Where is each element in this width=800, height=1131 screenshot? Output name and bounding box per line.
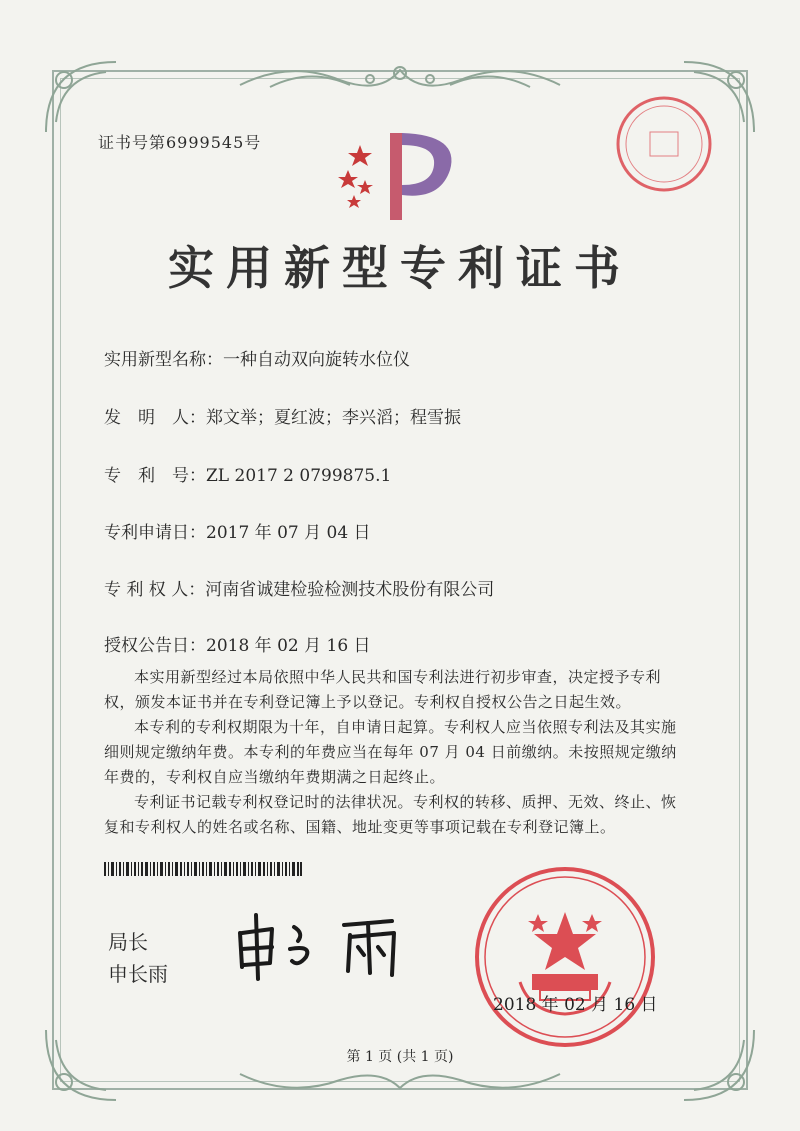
field-value: 2017 年 07 月 04 日 [206, 523, 371, 543]
body-paragraph: 专利证书记载专利权登记时的法律状况。专利权的转移、质押、无效、终止、恢复和专利权人的姓名或名称、国籍、地址变更等事项记载在专利登记簿上。 [104, 793, 677, 836]
field-label: 发 明 人： [104, 408, 206, 428]
director-name: 申长雨 [108, 962, 168, 986]
top-ornament [230, 55, 570, 95]
field-value: 郑文举；夏红波；李兴滔；程雪振 [206, 408, 461, 428]
director-signature [232, 905, 412, 985]
field-application-date [104, 518, 371, 543]
barcode [104, 862, 302, 876]
field-label: 专 利 号： [104, 466, 206, 486]
patent-office-logo [330, 125, 470, 225]
page-number: 第 1 页 (共 1 页) [346, 1049, 454, 1065]
field-label: 专 利 权 人： [104, 580, 206, 600]
seal-date: 2018 年 02 月 16 日 [493, 995, 658, 1015]
director-title: 局长 [108, 930, 148, 954]
tax-stamp [612, 92, 716, 196]
field-patent-holder [104, 575, 494, 600]
field-utility-model-name [104, 345, 410, 370]
certificate-title: 实用新型专利证书 [168, 241, 632, 295]
bottom-ornament [230, 1068, 570, 1102]
field-label: 专利申请日： [104, 523, 206, 543]
field-grant-date [104, 631, 371, 656]
field-value: 河南省诚建检验检测技术股份有限公司 [205, 580, 495, 600]
field-value: ZL 2017 2 0799875.1 [206, 466, 392, 486]
field-label: 授权公告日： [104, 636, 206, 656]
field-value: 2018 年 02 月 16 日 [206, 636, 371, 656]
certificate-body [104, 665, 689, 840]
certificate-number: 证书号第6999545号 [98, 133, 262, 152]
body-paragraph: 本实用新型经过本局依照中华人民共和国专利法进行初步审查，决定授予专利权，颁发本证书并在专利登记簿上予以登记。专利权自授权公告之日起生效。 [104, 668, 662, 711]
field-label: 实用新型名称： [104, 350, 223, 370]
field-inventor [104, 403, 461, 428]
field-value: 一种自动双向旋转水位仪 [223, 350, 410, 370]
body-paragraph: 本专利的专利权期限为十年，自申请日起算。专利权人应当依照专利法及其实施细则规定缴纳年费。本专利的年费应当在每年 07 月 04 日前缴纳。未按照规定缴纳年费的，专利权自应当缴纳年费期满之日起终止。 [104, 718, 677, 786]
official-seal [470, 862, 660, 1052]
field-patent-number [104, 461, 391, 486]
corner-ornament-top-left [36, 52, 126, 142]
